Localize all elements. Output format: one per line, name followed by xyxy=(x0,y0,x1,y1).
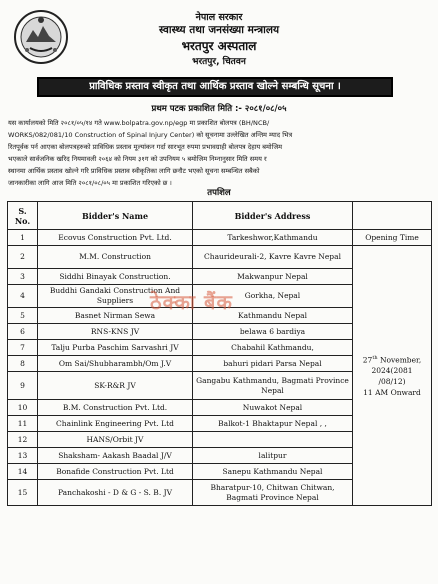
opening-day-suffix: th xyxy=(372,354,378,361)
cell-address: Nuwakot Nepal xyxy=(193,400,353,416)
notice-body xyxy=(8,117,430,189)
ministry-name: स्वास्थ्य तथा जनसंख्या मन्त्रालय xyxy=(158,24,280,36)
cell-sn: 5 xyxy=(8,308,38,324)
cell-sn: 11 xyxy=(8,416,38,432)
table-header-row xyxy=(8,202,432,230)
cell-address: Gorkha, Nepal xyxy=(193,285,353,308)
cell-sn: 15 xyxy=(8,480,38,506)
cell-sn: 6 xyxy=(8,324,38,340)
table-row xyxy=(8,230,432,246)
opening-date-rest: November, xyxy=(377,355,422,365)
bidders-table xyxy=(7,201,432,506)
cell-address: Bharatpur-10, Chitwan Chitwan, Bagmati Province Nepal xyxy=(193,480,353,506)
watermark: ठेक्का बैंक xyxy=(150,290,233,314)
cell-sn: 10 xyxy=(8,400,38,416)
opening-date-line2: 2024(2081 xyxy=(371,366,413,376)
cell-address: belawa 6 bardiya xyxy=(193,324,353,340)
cell-sn: 7 xyxy=(8,340,38,356)
notice-line: यस कार्यालयको मिति २०८१/०५/१४ गते www.bolpatra.gov.np/egp मा प्रकाशित बोलपत्र (BH/NCB/ xyxy=(8,119,270,127)
cell-address: Chabahil Kathmandu, xyxy=(193,340,353,356)
sn-header-line: No. xyxy=(14,215,31,226)
cell-sn: 4 xyxy=(8,285,38,308)
cell-name: Ecovus Construction Pvt. Ltd. xyxy=(38,230,193,246)
bidder-address-header: Bidder's Address xyxy=(193,202,353,230)
cell-name: Buddhi Gandaki Construction And Suppliers xyxy=(38,285,193,308)
notice-title-banner: प्राविधिक प्रस्ताव स्वीकृत तथा आर्थिक प्रस्ताव खोल्ने सम्बन्धि सूचना । xyxy=(37,77,393,97)
notice-line: भएकाले सार्वजनिक खरिद नियमावली २०६४ को नियम ३१ग को उपनियम ५ बमोजिम निम्नानुसार मिति समय र xyxy=(8,155,267,163)
cell-address: Tarkeshwor,Kathmandu xyxy=(193,230,353,246)
hospital-location: भरतपुर, चितवन xyxy=(192,57,246,67)
cell-address: Sanepu Kathmandu Nepal xyxy=(193,464,353,480)
cell-sn: 8 xyxy=(8,356,38,372)
notice-line: जानकारीका लागि आज मिति २०८१/०८/०५ मा प्रकाशित गरिएको छ । xyxy=(8,179,172,187)
first-publication-date: प्रथम पटक प्रकाशित मिति :- २०८१/०८/०५ xyxy=(151,104,287,114)
cell-name: Siddhi Binayak Construction. xyxy=(38,269,193,285)
cell-address: bahuri pidari Parsa Nepal xyxy=(193,356,353,372)
cell-sn: 2 xyxy=(8,246,38,269)
cell-address: Chaurideurali-2, Kavre Kavre Nepal xyxy=(193,246,353,269)
notice-line: WORKS/082/081/10 Construction of Spinal Injury Center) को सूचनामा उल्लेखित अन्तिम म्याद भित्र xyxy=(8,131,293,139)
bidder-name-header: Bidder's Name xyxy=(38,202,193,230)
cell-name: SK-R&R JV xyxy=(38,372,193,400)
cell-address: Kathmandu Nepal xyxy=(193,308,353,324)
hospital-name: भरतपुर अस्पताल xyxy=(181,39,257,53)
cell-name: Bonafide Construction Pvt. Ltd xyxy=(38,464,193,480)
cell-sn: 9 xyxy=(8,372,38,400)
notice-line: स्थानमा आर्थिक प्रस्ताव खोल्ने गरि प्राविधिक प्रस्ताव स्वीकृतिका लागि छनौट भएको सूचना सम्बन्धित सबैको xyxy=(8,167,260,175)
opening-time-label: Opening Time xyxy=(353,230,432,246)
cell-sn: 3 xyxy=(8,269,38,285)
sn-header xyxy=(8,202,38,230)
opening-date-line4: 11 AM Onward xyxy=(363,388,421,398)
cell-name: Chainlink Engineering Pvt. Ltd xyxy=(38,416,193,432)
schedule-title: तपशिल xyxy=(207,188,231,198)
cell-name: Panchakoshi - D & G - S. B. JV xyxy=(38,480,193,506)
cell-sn: 1 xyxy=(8,230,38,246)
cell-address: Balkot-1 Bhaktapur Nepal , , xyxy=(193,416,353,432)
cell-name: M.M. Construction xyxy=(38,246,193,269)
opening-day: 27 xyxy=(362,355,373,365)
cell-address: lalitpur xyxy=(193,448,353,464)
sn-header-line: S. xyxy=(18,205,27,216)
notice-line: रितपूर्वक पर्न आएका बोलपत्रहरुको प्राविधिक प्रस्ताव मूल्यांकन गर्दा सारभूत रुपमा प्रभावग्राही बोलपत्र देहाय बमोजिम xyxy=(8,143,283,151)
cell-name: RNS-KNS JV xyxy=(38,324,193,340)
cell-name: Shaksham- Aakash Baadal J/V xyxy=(38,448,193,464)
cell-sn: 14 xyxy=(8,464,38,480)
cell-address xyxy=(193,432,353,448)
cell-name: Talju Purba Paschim Sarvashri JV xyxy=(38,340,193,356)
opening-date-line3: /08/12) xyxy=(378,377,406,387)
cell-name: B.M. Construction Pvt. Ltd. xyxy=(38,400,193,416)
cell-sn: 12 xyxy=(8,432,38,448)
cell-name: Basnet Nirman Sewa xyxy=(38,308,193,324)
opening-time-value xyxy=(353,246,432,506)
table-row xyxy=(8,246,432,269)
cell-name: HANS/Orbit JV xyxy=(38,432,193,448)
cell-sn: 13 xyxy=(8,448,38,464)
government-name: नेपाल सरकार xyxy=(195,12,243,23)
cell-address: Makwanpur Nepal xyxy=(193,269,353,285)
cell-name: Om Sai/Shubharambh/Om J.V xyxy=(38,356,193,372)
cell-address: Gangabu Kathmandu, Bagmati Province Nepal xyxy=(193,372,353,400)
opening-header xyxy=(353,202,432,230)
